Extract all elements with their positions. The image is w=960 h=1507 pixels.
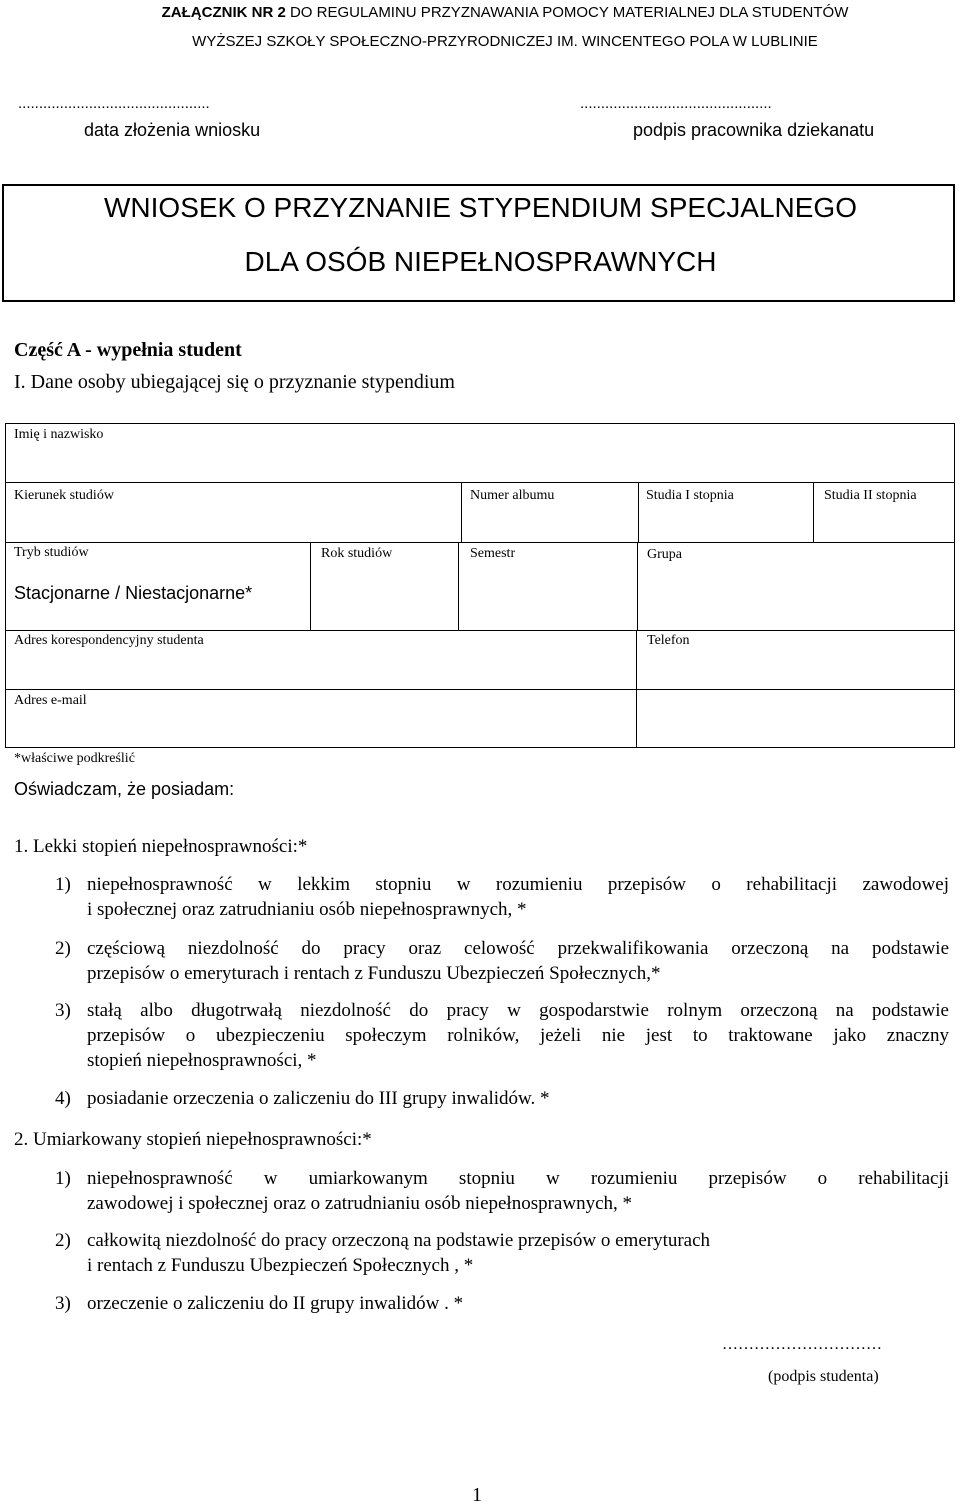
header-line-2: WYŻSZEJ SZKOŁY SPOŁECZNO-PRZYRODNICZEJ IM. WINCENTEGO POLA W LUBLINIE	[192, 33, 818, 50]
name-field-label: Imię i nazwisko	[14, 427, 104, 442]
list-text-line: częściową niezdolność do pracy oraz celowość przekwalifikowania orzeczoną na podstawie	[87, 938, 949, 959]
submission-date-label: data złożenia wniosku	[84, 120, 261, 140]
student-signature-label: (podpis studenta)	[768, 1368, 879, 1385]
list-text-line: stopień niepełnosprawności, *	[87, 1050, 317, 1071]
staff-signature-dots: ..............................................	[580, 95, 772, 112]
title-line-2: DLA OSÓB NIEPEŁNOSPRAWNYCH	[244, 246, 717, 277]
list-text-line: całkowitą niezdolność do pracy orzeczoną na podstawie przepisów o emeryturach	[87, 1230, 711, 1251]
list-text-line: orzeczenie o zaliczeniu do II grupy inwalidów . *	[87, 1293, 464, 1314]
list-text-line: zawodowej i społecznej oraz o zatrudnianiu osób niepełnosprawnych, *	[87, 1193, 633, 1214]
header-regulation-text: DO REGULAMINU PRZYZNAWANIA POMOCY MATERIALNEJ DLA STUDENTÓW	[285, 4, 849, 21]
submission-date-dots: ..............................................	[18, 95, 210, 112]
list-text-line: stałą albo długotrwałą niezdolność do pracy w gospodarstwie rolnym orzeczoną na podstawie	[87, 1000, 949, 1021]
second-degree-label: Studia II stopnia	[824, 488, 917, 503]
header-line-1	[0, 4, 960, 21]
field-of-study-label: Kierunek studiów	[14, 488, 114, 503]
light-disability-heading: 1. Lekki stopień niepełnosprawności:*	[14, 836, 308, 857]
study-mode-label: Tryb studiów	[14, 545, 89, 560]
list-text-line: i społecznej oraz zatrudnianiu osób niepełnosprawnych, *	[87, 899, 527, 920]
list-number: 4)	[55, 1088, 71, 1109]
header-attachment-label: ZAŁĄCZNIK NR 2	[161, 4, 286, 21]
phone-label: Telefon	[647, 633, 690, 648]
staff-signature-label: podpis pracownika dziekanatu	[633, 120, 875, 140]
part-a-heading: Część A - wypełnia student	[14, 339, 242, 361]
student-signature-dots: …………………………	[722, 1336, 882, 1353]
list-text-line: i rentach z Funduszu Ubezpieczeń Społecznych , *	[87, 1255, 474, 1276]
list-number: 1)	[55, 1168, 71, 1189]
list-text-line: niepełnosprawność w lekkim stopniu w rozumieniu przepisów o rehabilitacji zawodowej	[87, 874, 949, 895]
moderate-disability-heading: 2. Umiarkowany stopień niepełnosprawności:*	[14, 1129, 372, 1150]
page-number: 1	[472, 1484, 482, 1506]
list-number: 3)	[55, 1000, 71, 1021]
list-number: 2)	[55, 938, 71, 959]
study-year-label: Rok studiów	[321, 546, 393, 561]
list-number: 2)	[55, 1230, 71, 1251]
list-text-line: niepełnosprawność w umiarkowanym stopniu w rozumieniu przepisów o rehabilitacji	[87, 1168, 949, 1189]
first-degree-label: Studia I stopnia	[646, 488, 734, 503]
study-mode-options: Stacjonarne / Niestacjonarne*	[14, 583, 253, 603]
album-number-label: Numer albumu	[470, 488, 555, 503]
declaration-text: Oświadczam, że posiadam:	[14, 779, 235, 799]
list-text-line: posiadanie orzeczenia o zaliczeniu do III grupy inwalidów. *	[87, 1088, 550, 1109]
list-text-line: przepisów o emeryturach i rentach z Funduszu Ubezpieczeń Społecznych,*	[87, 963, 661, 984]
address-label: Adres korespondencyjny studenta	[14, 633, 204, 648]
semester-label: Semestr	[470, 546, 516, 561]
list-number: 1)	[55, 874, 71, 895]
group-label: Grupa	[647, 547, 682, 562]
list-number: 3)	[55, 1293, 71, 1314]
list-text-line: przepisów o ubezpieczeniu społeczym rolników, jeżeli nie jest to traktowane jako znaczny	[87, 1025, 949, 1046]
section-i-title: I. Dane osoby ubiegającej się o przyznanie stypendium	[14, 371, 455, 393]
title-line-1: WNIOSEK O PRZYZNANIE STYPENDIUM SPECJALNEGO	[103, 192, 857, 223]
underline-footnote: *właściwe podkreślić	[14, 751, 135, 766]
title-box	[2, 184, 955, 302]
email-label: Adres e-mail	[14, 693, 87, 708]
